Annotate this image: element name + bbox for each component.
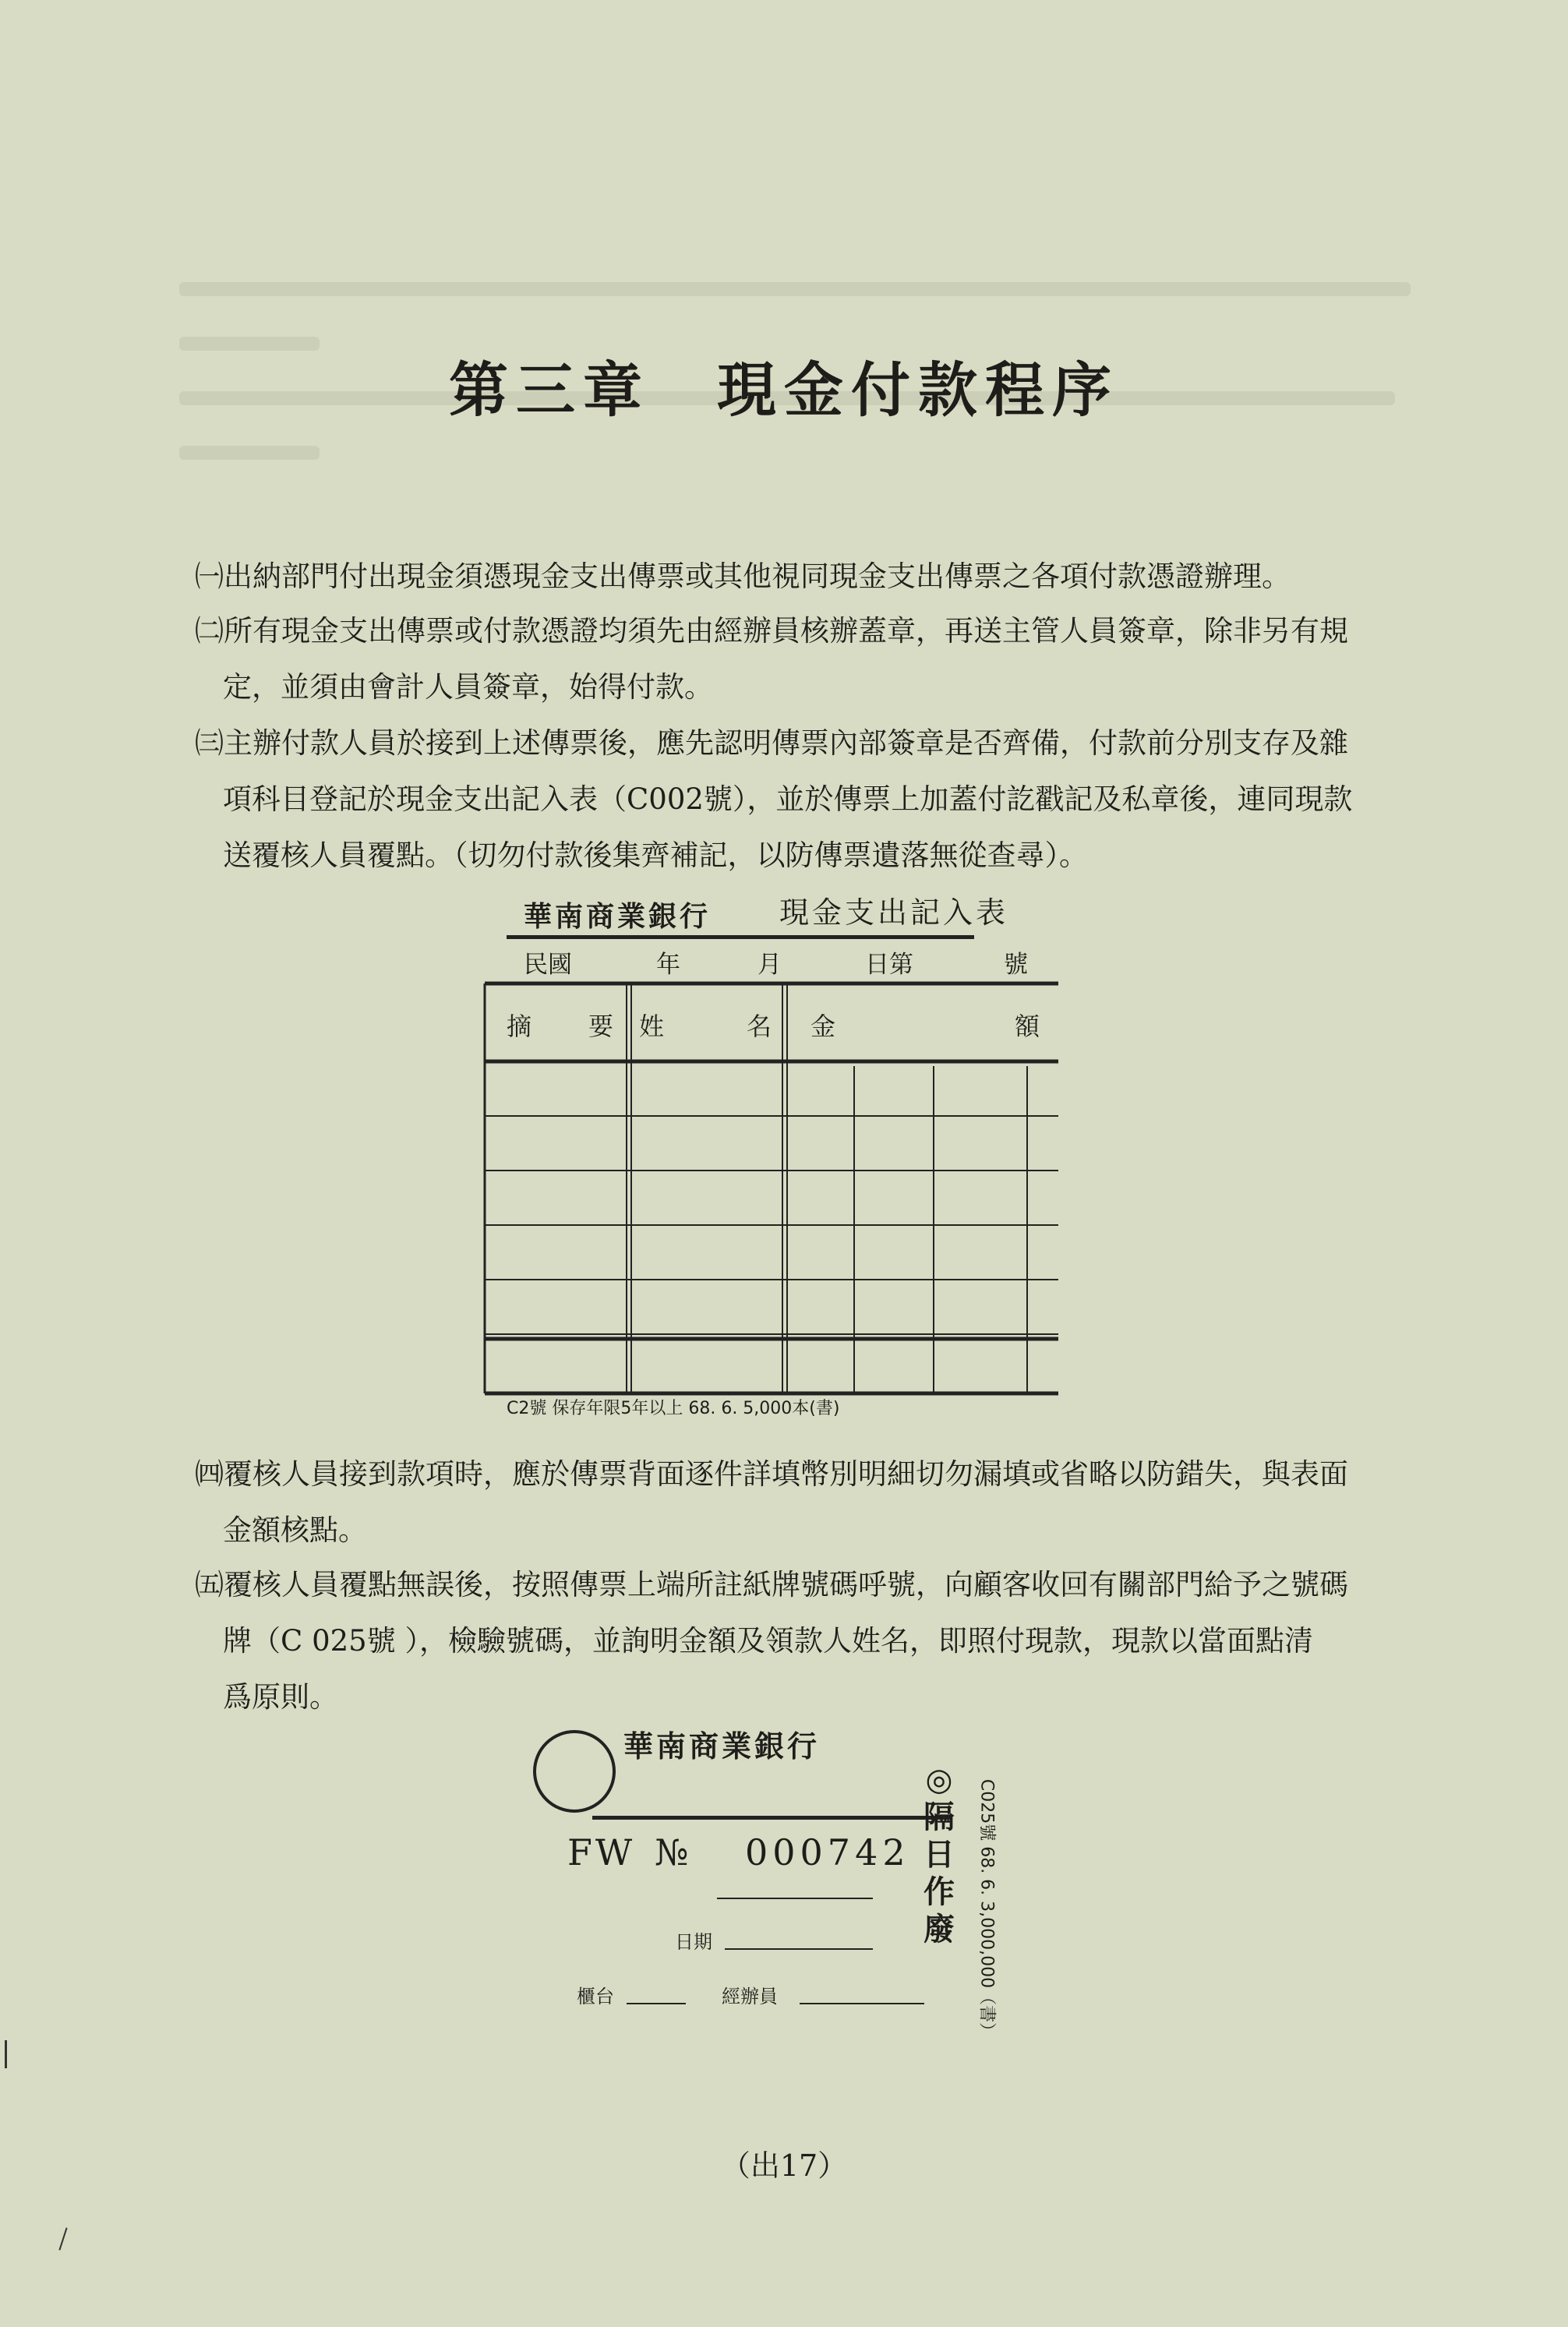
header-field-number: 號 [1004, 951, 1028, 979]
ticket-side-print: C025號 68. 6. 3,000,000（書） [976, 1778, 997, 2040]
paragraph-label: ㈣ [195, 1457, 224, 1491]
paragraph-line: 送覆核人員覆點。（切勿付款後集齊補記，以防傳票遺落無從查尋）。 [223, 839, 1088, 872]
paragraph-line: 項科目登記於現金支出記入表（C002號），並於傳票上加蓋付訖戳記及私章後，連同現款 [223, 782, 1353, 816]
ticket-rule [592, 1816, 951, 1820]
paragraph-line: 覆核人員覆點無誤後，按照傳票上端所註紙牌號碼呼號，向顧客收回有關部門給予之號碼 [224, 1568, 1348, 1601]
ticket-number-underline [717, 1898, 873, 1899]
header-field-day: 日第 [865, 951, 913, 979]
form-bank-name: 華南商業銀行 [524, 900, 712, 933]
header-field-month: 月 [758, 951, 782, 979]
paragraph-line: 所有現金支出傳票或付款憑證均須先由經辦員核辦蓋章，再送主管人員簽章，除非另有規 [224, 614, 1348, 648]
page-number: （出17） [720, 2149, 848, 2183]
paragraph-3 [195, 715, 1473, 884]
paragraph-line: 爲原則。 [223, 1680, 338, 1714]
paragraph-1 [195, 549, 1473, 605]
ticket-prefix: FW [567, 1831, 636, 1873]
date-label: 日期 [675, 1931, 712, 1953]
paragraph-line: 覆核人員接到款項時，應於傳票背面逐件詳填幣別明細切勿漏填或省略以防錯失，與表面 [224, 1457, 1348, 1491]
paragraph-4 [195, 1446, 1473, 1559]
column-summary-2: 要 [588, 1012, 614, 1041]
header-field-year-prefix: 民國 [524, 951, 572, 979]
date-blank [725, 1948, 873, 1950]
counter-label: 櫃台 [577, 1986, 614, 2007]
paragraph-line: 牌（C 025號 ），檢驗號碼，並詢明金額及領款人姓名，即照付現款，現款以當面點清 [223, 1624, 1313, 1658]
paragraph-5 [195, 1557, 1473, 1725]
paragraph-label: ㈤ [195, 1568, 224, 1601]
column-amount-1: 金 [810, 1012, 836, 1041]
header-field-year: 年 [656, 951, 680, 979]
column-name-2: 名 [747, 1012, 772, 1041]
edge-mark [5, 2040, 7, 2068]
cash-disbursement-form [483, 888, 1060, 1434]
column-amount-2: 額 [1015, 1012, 1040, 1041]
form-name: 現金支出記入表 [779, 895, 1009, 930]
chapter-title: 第三章 現金付款程序 [449, 355, 1119, 425]
column-summary-1: 摘 [507, 1012, 532, 1041]
paragraph-label: ㈡ [195, 614, 224, 648]
column-name-1: 姓 [639, 1012, 665, 1041]
number-ticket-sample [522, 1714, 1005, 2040]
number-sign: № [655, 1831, 689, 1873]
bleed-through-text [179, 282, 1411, 296]
paragraph-line: 定，並須由會計人員簽章，始得付款。 [223, 670, 713, 704]
punch-hole-circle [533, 1730, 616, 1813]
form-footer: C2號 保存年限5年以上 68. 6. 5,000本(書) [507, 1399, 840, 1418]
paragraph-line: 主辦付款人員於接到上述傳票後，應先認明傳票內部簽章是否齊備，付款前分別支存及雜 [224, 726, 1348, 760]
form-grid [483, 888, 1060, 1434]
paragraph-label: ㈢ [195, 726, 224, 760]
ticket-bank-name: 華南商業銀行 [623, 1728, 821, 1764]
ticket-number: 000742 [745, 1831, 910, 1873]
paragraph-line: 出納部門付出現金須憑現金支出傳票或其他視同現金支出傳票之各項付款憑證辦理。 [224, 560, 1291, 593]
paragraph-2 [195, 603, 1473, 715]
void-next-day-notice: ◎隔日作廢 [923, 1761, 955, 1947]
clerk-blank [800, 2003, 924, 2004]
clerk-label: 經辦員 [722, 1986, 778, 2007]
bleed-through-text [179, 446, 320, 460]
paragraph-line: 金額核點。 [223, 1513, 367, 1547]
counter-blank [627, 2003, 686, 2004]
stray-mark [58, 2227, 67, 2250]
paragraph-label: ㈠ [195, 560, 224, 593]
